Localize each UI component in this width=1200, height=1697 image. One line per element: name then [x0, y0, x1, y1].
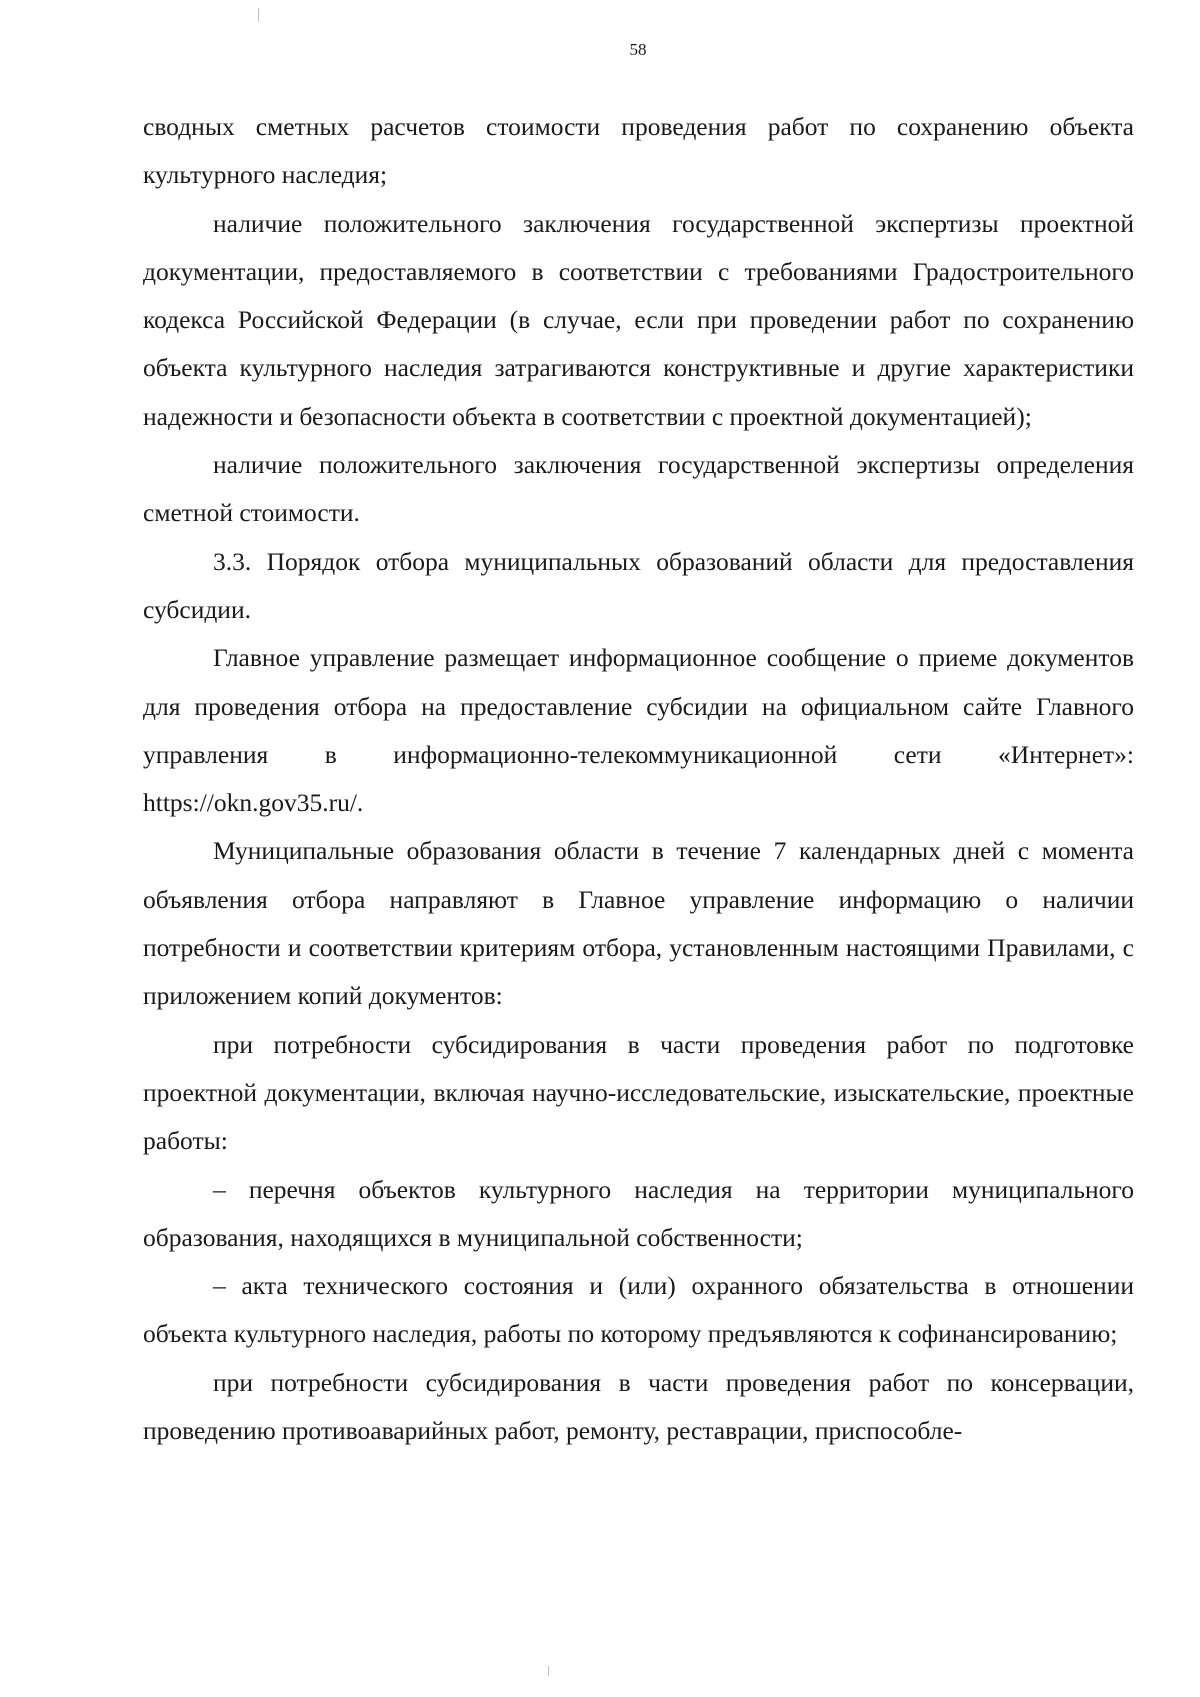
page-number: 58 — [629, 40, 647, 59]
paragraph-continuation: сводных сметных расчетов стоимости проведения работ по сохранению объекта культурного наследия; — [143, 112, 1134, 190]
document-body — [143, 103, 1134, 1455]
section-heading-paragraph: 3.3. Порядок отбора муниципальных образований области для предоставления субсидии. — [143, 546, 1134, 624]
paragraph: при потребности субсидирования в части проведения работ по консервации, проведению противоаварийных работ, ремонту, реставрации, приспособле- — [143, 1367, 1134, 1446]
scan-artifact-top — [258, 8, 259, 22]
paragraph: при потребности субсидирования в части проведения работ по подготовке проектной документации, включая научно-исследовательские, изыскательские, проектные работы: — [143, 1029, 1134, 1156]
list-item: – перечня объектов культурного наследия на территории муниципального образования, находящихся в муниципальной собственности; — [143, 1174, 1134, 1252]
paragraph: наличие положительного заключения государственной экспертизы определения сметной стоимости. — [143, 450, 1134, 528]
paragraph: Муниципальные образования области в течение 7 календарных дней с момента объявления отбора направляют в Главное управление информацию о наличии потребности и соответствии критериям отбора, установленным настоящими Правилами, с приложением копий документов: — [143, 836, 1134, 1011]
paragraph: наличие положительного заключения государственной экспертизы проектной документации, предоставляемого в соответствии с требованиями Градостроительного кодекса Российской Федерации (в случае, если при проведении работ по сохранению объекта культурного наследия затрагиваются конструктивные и другие характеристики надежности и безопасности объекта в соответствии с проектной документацией); — [143, 208, 1134, 431]
scan-artifact-bottom — [548, 1666, 549, 1676]
list-item: – акта технического состояния и (или) охранного обязательства в отношении объекта культурного наследия, работы по которому предъявляются к софинансированию; — [143, 1271, 1134, 1349]
paragraph: Главное управление размещает информационное сообщение о приеме документов для проведения отбора на предоставление субсидии на официальном сайте Главного управления в информационно-телекоммуникационной сети «Интернет»: https://okn.gov35.ru/. — [143, 643, 1134, 818]
